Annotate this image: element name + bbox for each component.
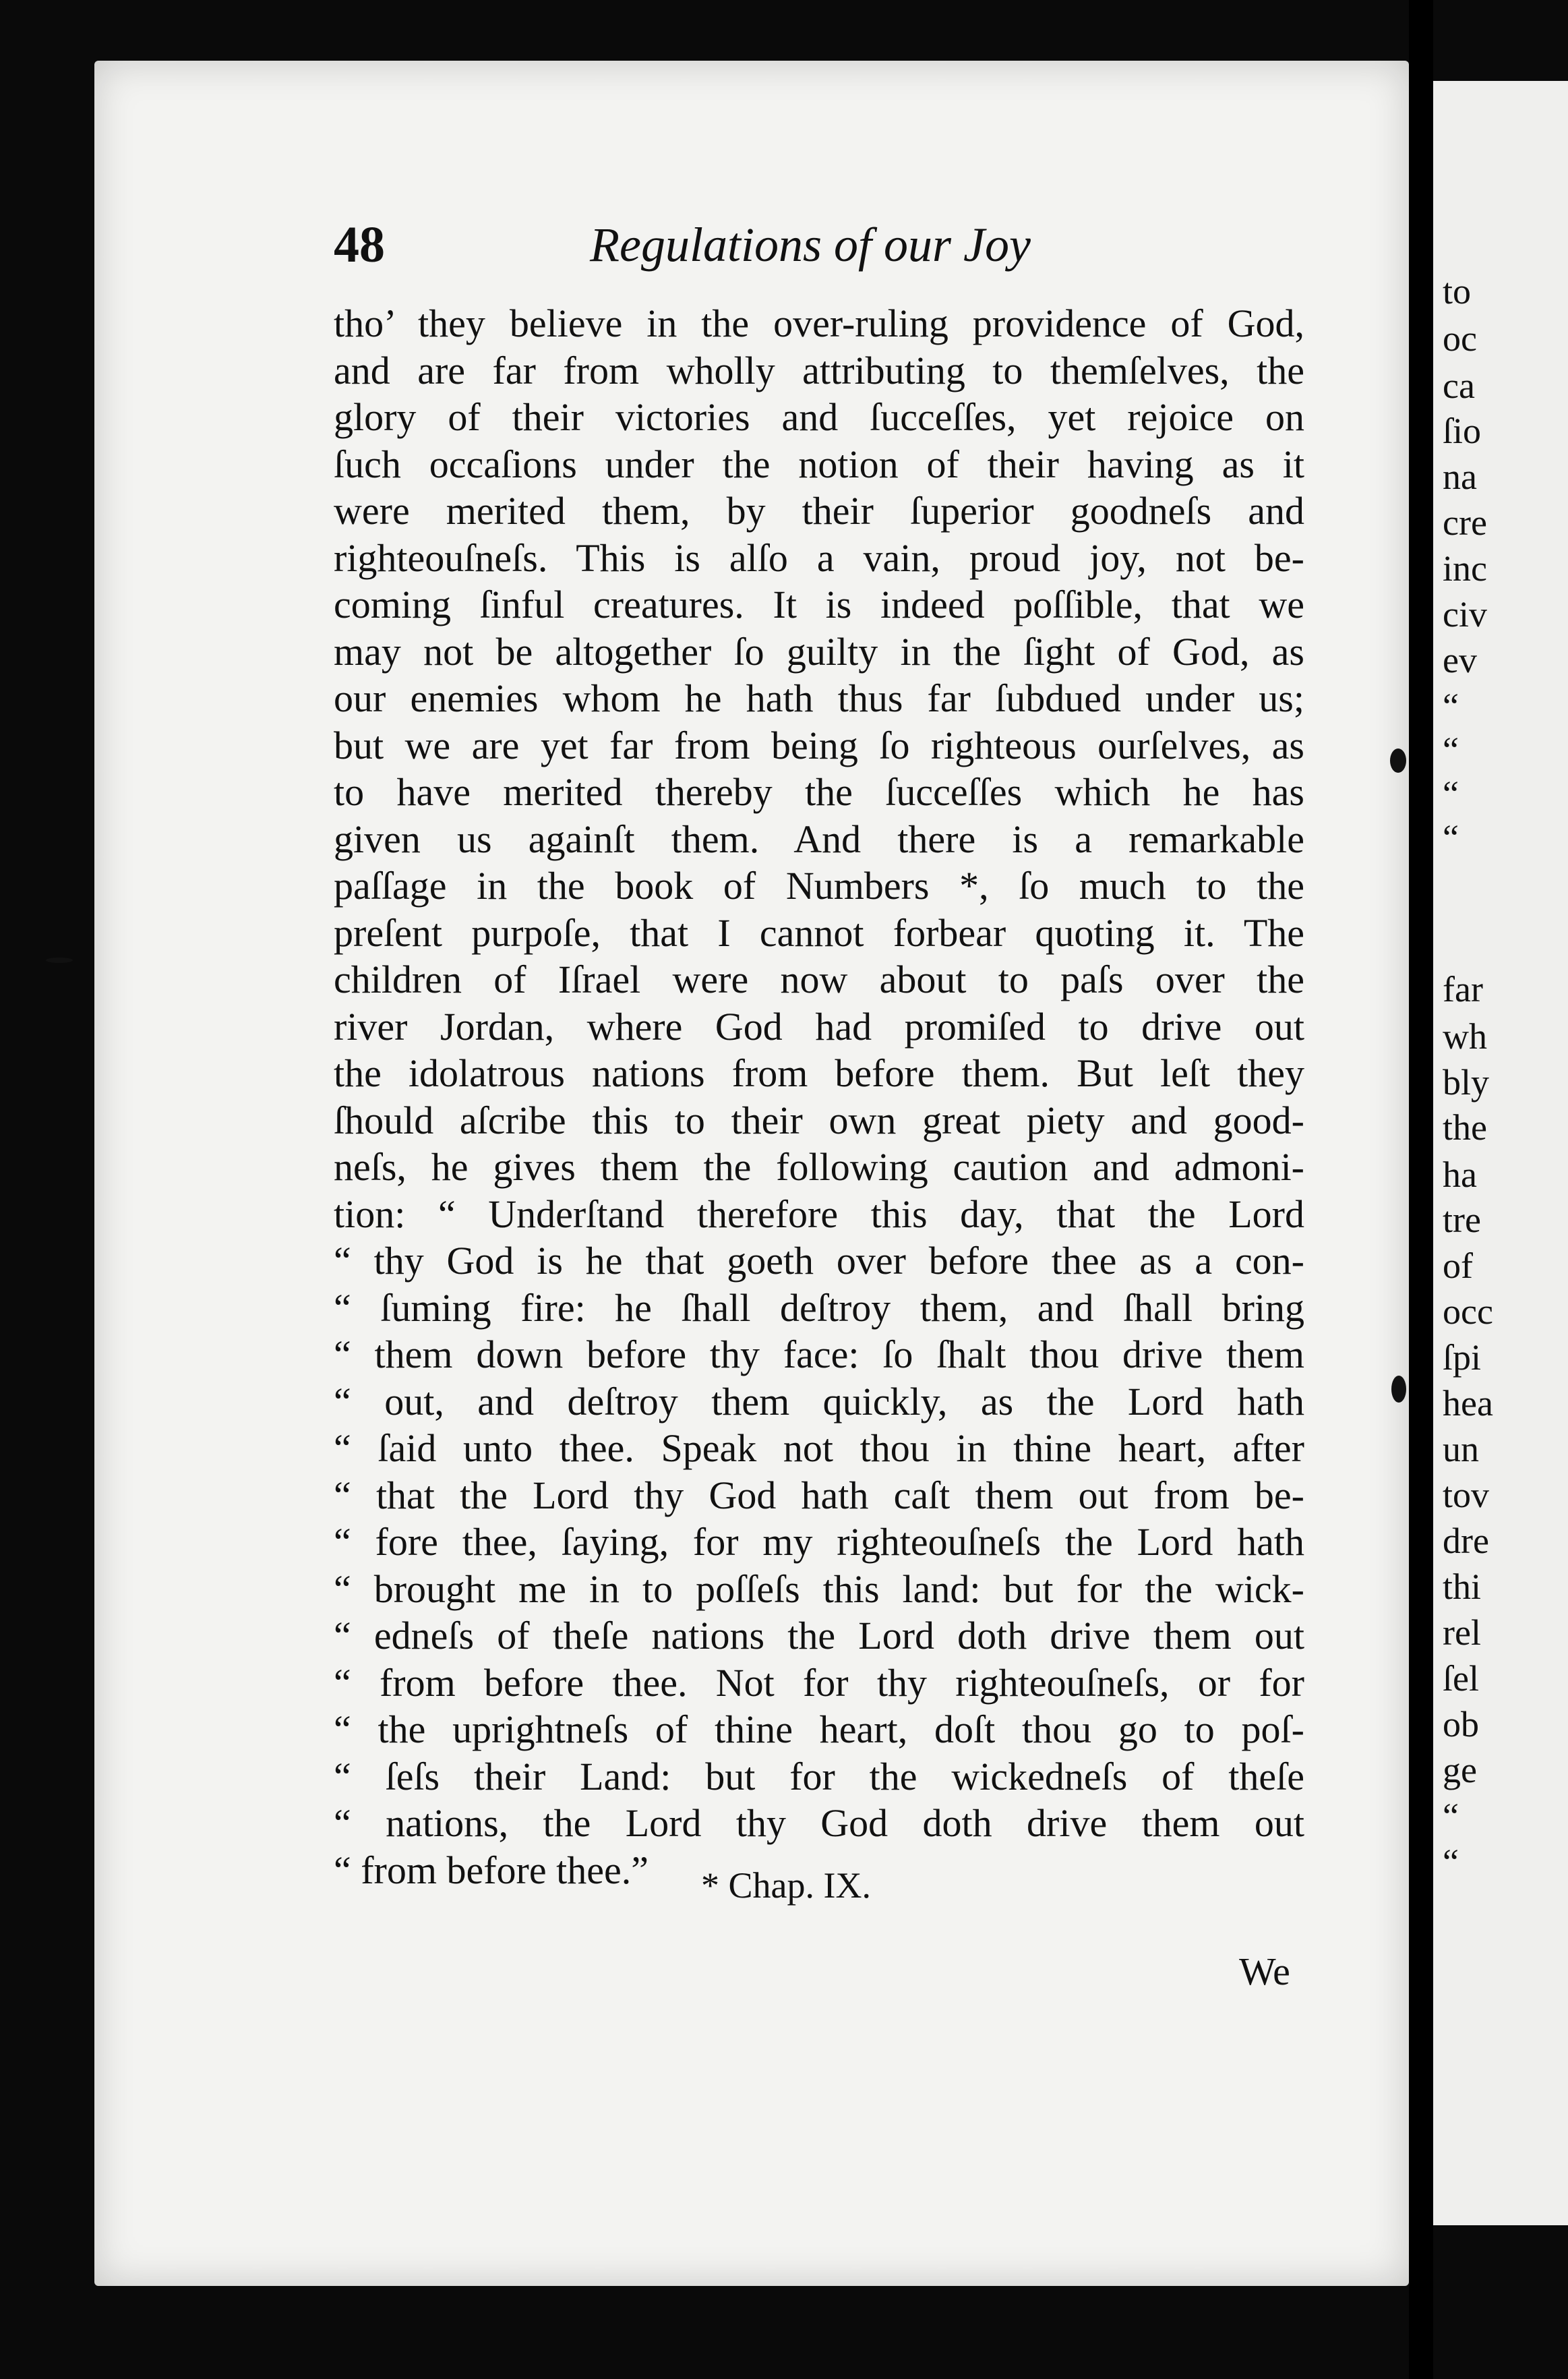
- text-line: “ that the Lord thy God hath caſt them out from be-: [334, 1473, 1304, 1517]
- facing-page-fragment: ſio: [1443, 411, 1482, 451]
- facing-page-fragment: “: [1443, 1842, 1459, 1882]
- footnote: * Chap. IX.: [701, 1865, 871, 1906]
- text-line: “ fore thee, ſaying, for my righteouſneſs the Lord hath: [334, 1520, 1304, 1564]
- running-title: Regulations of our Joy: [590, 218, 1031, 272]
- text-line: “ them down before thy face: ſo ſhalt thou drive them: [334, 1332, 1304, 1376]
- facing-page-fragment: ha: [1443, 1154, 1477, 1195]
- text-line: preſent purpoſe, that I cannot forbear quoting it. The: [334, 910, 1304, 955]
- facing-page-fragment: occ: [1443, 1291, 1493, 1332]
- facing-page-fragment: oc: [1443, 318, 1477, 359]
- text-line: coming ſinful creatures. It is indeed poſſible, that we: [334, 583, 1304, 626]
- facing-page-edge: [1433, 81, 1568, 2225]
- text-line: given us againſt them. And there is a remarkable: [334, 817, 1304, 861]
- facing-page-fragment: “: [1443, 773, 1459, 814]
- text-line: “ ſuming fire: he ſhall deſtroy them, and ſhall bring: [334, 1285, 1304, 1330]
- text-line: “ nations, the Lord thy God doth drive them out: [334, 1801, 1304, 1845]
- facing-page-fragment: tre: [1443, 1200, 1481, 1240]
- ink-speck: [1391, 1376, 1406, 1403]
- facing-page-fragment: ev: [1443, 640, 1477, 680]
- body-text: [334, 300, 1304, 1893]
- facing-page-fragment: tov: [1443, 1475, 1490, 1515]
- text-line: paſſage in the book of Numbers *, ſo much to the: [334, 864, 1304, 908]
- text-line: tho’ they believe in the over-ruling providence of God,: [334, 301, 1304, 345]
- facing-page-fragment: wh: [1443, 1016, 1487, 1057]
- facing-page-fragment: hea: [1443, 1383, 1493, 1423]
- facing-page-fragment: rel: [1443, 1612, 1481, 1653]
- text-line: “ from before thee. Not for thy righteouſneſs, or for: [334, 1660, 1304, 1705]
- facing-page-fragment: to: [1443, 271, 1472, 312]
- text-line: “ ſeſs their Land: but for the wickedneſs of theſe: [334, 1754, 1304, 1798]
- text-line: children of Iſrael were now about to paſs over the: [334, 958, 1304, 1001]
- text-line: and are far from wholly attributing to themſelves, the: [334, 348, 1304, 392]
- facing-page-fragment: “: [1443, 686, 1459, 726]
- text-line: “ edneſs of theſe nations the Lord doth drive them out: [334, 1614, 1304, 1657]
- facing-page-fragment: “: [1443, 817, 1459, 858]
- text-line: righteouſneſs. This is alſo a vain, proud joy, not be-: [334, 535, 1304, 580]
- facing-page-fragment: dre: [1443, 1521, 1489, 1561]
- facing-page-fragment: cre: [1443, 502, 1487, 543]
- facing-page-fragment: inc: [1443, 548, 1487, 589]
- text-line: may not be altogether ſo guilty in the ſight of God, as: [334, 629, 1304, 674]
- ink-speck: [46, 958, 73, 963]
- text-line: neſs, he gives them the following caution and admoni-: [334, 1145, 1304, 1189]
- facing-page-fragment: the: [1443, 1107, 1487, 1148]
- page-header: [334, 216, 1304, 290]
- ink-speck: [1390, 748, 1406, 773]
- text-line: “ out, and deſtroy them quickly, as the Lord hath: [334, 1379, 1304, 1423]
- text-line: “ the uprightneſs of thine heart, doſt thou go to poſ-: [334, 1707, 1304, 1751]
- text-line: “ from before thee.”: [334, 1848, 649, 1892]
- facing-page-fragment: ca: [1443, 365, 1475, 406]
- catchword: We: [1239, 1949, 1290, 1993]
- text-line: but we are yet far from being ſo righteous ourſelves, as: [334, 723, 1304, 767]
- text-line: “ thy God is he that goeth over before thee as a con-: [334, 1239, 1304, 1283]
- facing-page-fragment: ſpi: [1443, 1337, 1482, 1378]
- text-line: glory of their victories and ſucceſſes, yet rejoice on: [334, 395, 1304, 439]
- facing-page-fragment: ob: [1443, 1704, 1479, 1744]
- facing-page-fragment: ge: [1443, 1750, 1477, 1790]
- text-line: “ ſaid unto thee. Speak not thou in thine heart, after: [334, 1426, 1304, 1470]
- facing-page-fragment: “: [1443, 1796, 1459, 1836]
- text-line: “ brought me in to poſſeſs this land: but for the wick-: [334, 1566, 1304, 1611]
- facing-page-fragment: of: [1443, 1245, 1473, 1286]
- binding-gutter: [1409, 0, 1433, 2379]
- facing-page-fragment: far: [1443, 969, 1483, 1009]
- text-line: to have merited thereby the ſucceſſes which he has: [334, 770, 1304, 814]
- text-line: our enemies whom he hath thus far ſubdued under us;: [334, 676, 1304, 720]
- text-line: tion: “ Underſtand therefore this day, that the Lord: [334, 1192, 1304, 1236]
- facing-page-fragment: thi: [1443, 1566, 1482, 1607]
- text-line: ſuch occaſions under the notion of their having as it: [334, 442, 1304, 486]
- text-line: river Jordan, where God had promiſed to drive out: [334, 1004, 1304, 1049]
- page-number: 48: [334, 216, 385, 273]
- facing-page-fragment: un: [1443, 1429, 1479, 1469]
- facing-page-fragment: civ: [1443, 594, 1487, 635]
- text-line: ſhould aſcribe this to their own great piety and good-: [334, 1098, 1304, 1142]
- facing-page-fragment: ſel: [1443, 1658, 1479, 1699]
- facing-page-fragment: bly: [1443, 1062, 1490, 1103]
- text-line: the idolatrous nations from before them. But leſt they: [334, 1051, 1304, 1095]
- text-line: were merited them, by their ſuperior goodneſs and: [334, 489, 1304, 533]
- facing-page-fragment: “: [1443, 730, 1459, 770]
- facing-page-fragment: na: [1443, 457, 1477, 497]
